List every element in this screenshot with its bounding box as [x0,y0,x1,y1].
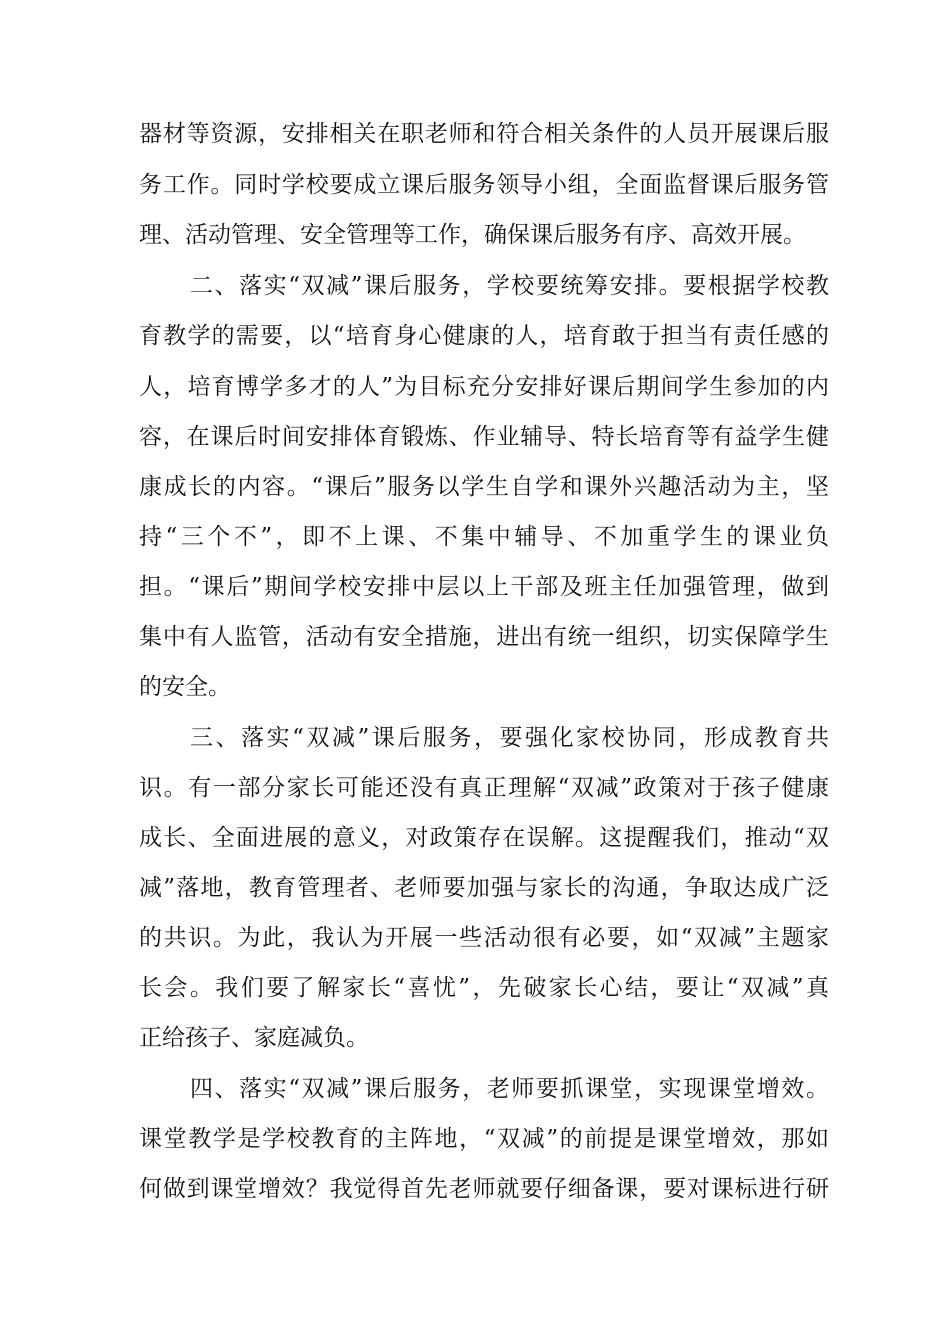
text-line-22: 何做到课堂增效？我觉得首先老师就要仔细备课，要对课标进行研 [139,1176,829,1202]
text-line-8: 康成长的内容。“课后”服务以学生自学和课外兴趣活动为主，坚 [139,474,829,500]
text-line-20: 四、落实“双减”课后服务，老师要抓课堂，实现课堂增效。 [190,1076,829,1102]
text-line-6: 人，培育博学多才的人”为目标充分安排好课后期间学生参加的内 [139,374,829,400]
text-line-21: 课堂教学是学校教育的主阵地，“双减”的前提是课堂增效，那如 [139,1126,829,1152]
text-line-17: 的共识。为此，我认为开展一些活动很有必要，如“双减”主题家 [139,925,829,951]
text-line-19: 正给孩子、家庭减负。 [139,1025,369,1051]
text-line-5: 育教学的需要，以“培育身心健康的人，培育敢于担当有责任感的 [139,323,829,349]
text-line-3: 理、活动管理、安全管理等工作，确保课后服务有序、高效开展。 [139,222,806,248]
text-line-12: 的安全。 [139,674,231,700]
text-line-13: 三、落实“双减”课后服务，要强化家校协同，形成教育共 [190,725,829,751]
text-line-2: 务工作。同时学校要成立课后服务领导小组，全面监督课后服务管 [139,172,829,198]
text-line-4: 二、落实“双减”课后服务，学校要统筹安排。要根据学校教 [190,273,829,299]
text-line-10: 担。“课后”期间学校安排中层以上干部及班主任加强管理，做到 [139,574,829,600]
text-line-7: 容，在课后时间安排体育锻炼、作业辅导、特长培育等有益学生健 [139,424,829,450]
text-line-14: 识。有一部分家长可能还没有真正理解“双减”政策对于孩子健康 [139,775,829,801]
text-line-11: 集中有人监管，活动有安全措施，进出有统一组织，切实保障学生 [139,624,829,650]
text-line-1: 器材等资源，安排相关在职老师和符合相关条件的人员开展课后服 [139,121,829,147]
text-line-16: 减”落地，教育管理者、老师要加强与家长的沟通，争取达成广泛 [139,875,829,901]
text-line-9: 持“三个不”，即不上课、不集中辅导、不加重学生的课业负 [139,524,829,550]
text-line-15: 成长、全面进展的意义，对政策存在误解。这提醒我们，推动“双 [139,825,829,851]
text-line-18: 长会。我们要了解家长“喜忧”，先破家长心结，要让“双减”真 [139,975,829,1001]
